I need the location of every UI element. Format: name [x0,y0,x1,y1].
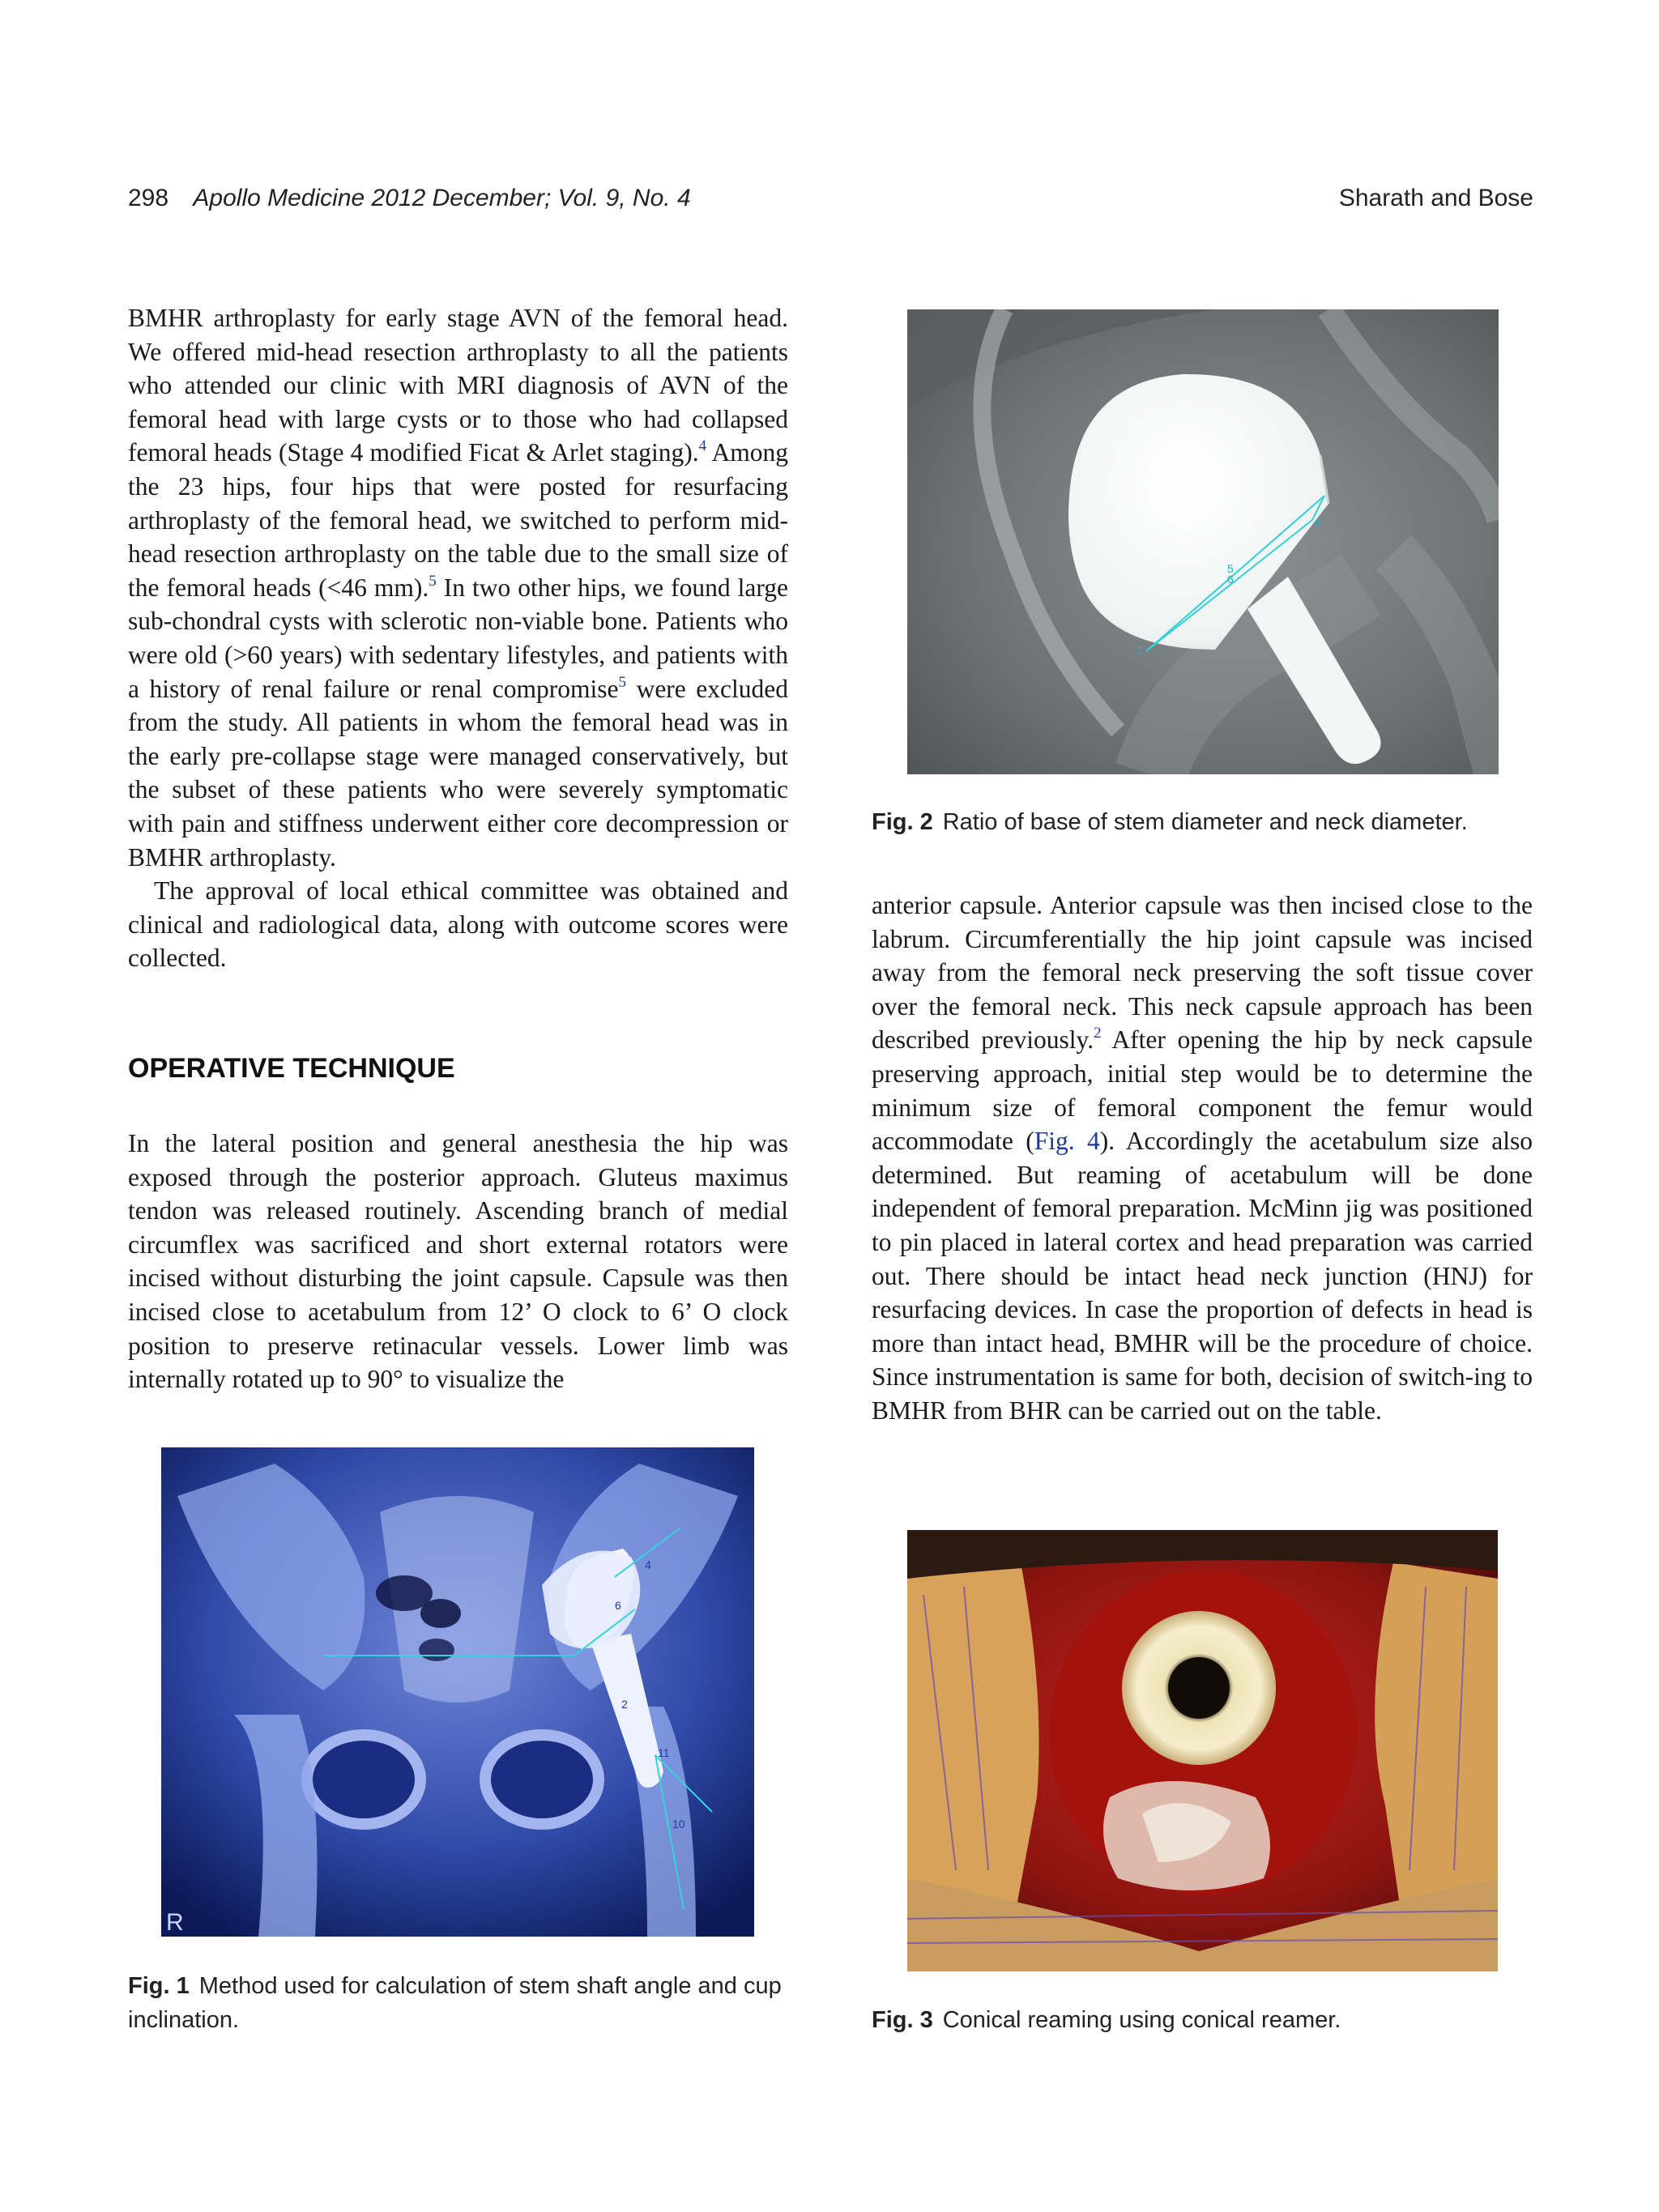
page-number: 298 [128,185,169,211]
figure-3-caption [872,2003,1533,2037]
figure-3-label: Fig. 3 [872,2007,933,2033]
text-run: ). Accordingly the acetabulum size also determined. But reaming of acetabulum will be done independent of femoral preparation. McMinn jig was positioned to pin placed in lateral cortex and head preparation was carried out. There should be intact head neck junction (HNJ) for resurfacing devices. In case the proportion of defects in head is more than intact head, BMHR will be the procedure of choice. Since instrumentation is same for both, decision of switch-ing to BMHR from BHR can be carried out on the table. [872,1127,1533,1425]
hip-xray-illustration [907,309,1499,774]
left-column [128,301,788,975]
figure-1-label: Fig. 1 [128,1973,190,1999]
figure-2-label: Fig. 2 [872,809,933,835]
reference-5b[interactable]: 5 [618,673,627,691]
figure-4-link[interactable]: Fig. 4 [1034,1127,1100,1156]
measure-label-11: 11 [658,1746,670,1759]
measure-label-6: 6 [615,1599,621,1612]
pelvis-xray-illustration [161,1447,754,1937]
body-paragraph [128,301,788,874]
measure-label-4: 4 [1315,516,1321,529]
right-column [872,889,1533,1428]
measure-label-5: 5 [1227,562,1234,575]
figure-2-caption-text: Ratio of base of stem diameter and neck diameter. [942,809,1468,835]
figure-1-caption-text: Method used for calculation of stem shaft angle and cup inclination. [128,1973,782,2033]
measure-label-2: 2 [621,1698,628,1711]
reference-5[interactable]: 5 [429,572,437,590]
measure-label-1: 1 [1137,644,1143,657]
figure-2-image [907,309,1499,774]
journal-citation: Apollo Medicine 2012 December; Vol. 9, No. 4 [193,185,691,211]
measure-label-6: 6 [1227,573,1234,586]
figure-2-caption [872,805,1533,839]
text-run: were excluded from the study. All patients in whom the femoral head was in the early pre-collapse stage were managed conservatively, but the subset of these patients who were severely symptomatic with pain and stiffness underwent either core decompression or BMHR arthroplasty. [128,674,788,872]
section-heading: OPERATIVE TECHNIQUE [128,1053,455,1084]
figure-1-caption [128,1969,788,2037]
text-run: Among the 23 hips, four hips that were posted for resurfacing arthroplasty of the femoral head, we switched to perform mid-head resection arthroplasty on the table due to the small size of the femoral heads (<46 mm). [128,438,788,602]
running-authors: Sharath and Bose [1338,185,1533,211]
reference-4[interactable]: 4 [698,437,707,455]
text-run: After opening the hip by neck capsule preserving approach, initial step would be to determine the minimum size of femoral component the femur would accommodate ( [872,1025,1533,1156]
conical-reaming-photo-illustration [907,1530,1498,1971]
left-column-cont [128,1127,788,1396]
body-paragraph [872,889,1533,1428]
text-run: anterior capsule. Anterior capsule was then incised close to the labrum. Circumferentially the hip joint capsule was incised away from the femoral neck preserving the soft tissue cover over the femoral neck. This neck capsule approach has been described previously. [872,891,1533,1055]
reference-2[interactable]: 2 [1094,1025,1102,1042]
text-run: In two other hips, we found large sub-chondral cysts with sclerotic non-viable bone. Patients who were old (>60 years) with sedentary lifestyles, and patients with a history of renal failure or renal compromise [128,573,788,703]
text-run: BMHR arthroplasty for early stage AVN of the femoral head. We offered mid-head resection arthroplasty to all the patients who attended our clinic with MRI diagnosis of AVN of the femoral head with large cysts or to those who had collapsed femoral heads (Stage 4 modified Ficat & Arlet staging). [128,304,788,467]
running-header [128,185,1533,217]
measure-label-4: 4 [645,1558,651,1571]
figure-1-image [161,1447,754,1937]
body-paragraph: In the lateral position and general anesthesia the hip was exposed through the posterior approach. Gluteus maximus tendon was released routinely. Ascending branch of medial circumflex was sacrificed and short external rotators were incised without disturbing the joint capsule. Capsule was then incised close to acetabulum from 12’ O clock to 6’ O clock position to preserve retinacular vessels. Lower limb was internally rotated up to 90° to visualize the [128,1129,788,1394]
body-paragraph: The approval of local ethical committee was obtained and clinical and radiological data, along with outcome scores were collected. [128,876,788,973]
figure-3-caption-text: Conical reaming using conical reamer. [942,2007,1341,2033]
figure-3-image [907,1530,1498,1971]
side-marker: R [166,1909,184,1936]
measure-label-10: 10 [672,1818,685,1831]
